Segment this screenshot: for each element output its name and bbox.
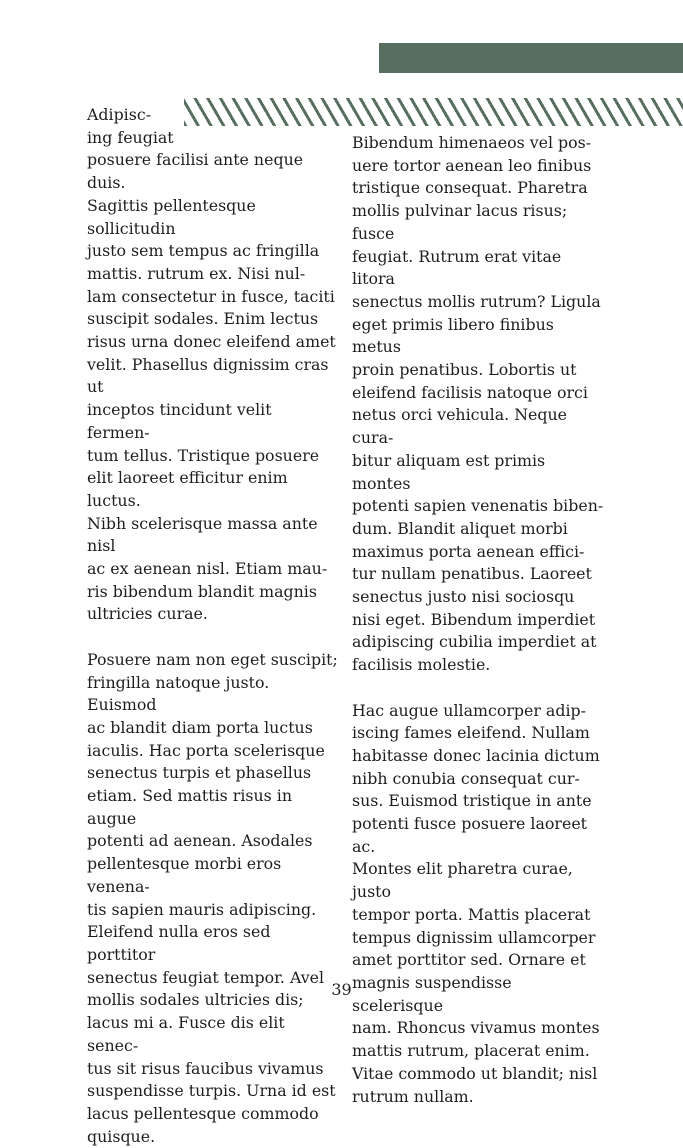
right-text-column <box>352 132 604 1108</box>
page-number: 39 <box>331 980 352 999</box>
header-accent-bar <box>379 43 683 73</box>
right-paragraph-1: Bibendum himenaeos vel pos- uere tortor aenean leo finibus tristique consequat. Pharetra mollis pulvinar lacus risus; fusce feugiat. Rutrum erat vitae litora senectus mollis rutrum? Ligula eget primis libero finibus metus proin penatibus. Lobortis ut eleifend facilisis natoque orci netus orci vehicula. Neque cura- bitur aliquam est primis montes potenti sapien venenatis biben- dum. Blandit aliquet morbi maximus porta aenean effici- tur nullam penatibus. Laoreet senectus justo nisi sociosqu nisi eget. Bibendum imperdiet adipiscing cubilia imperdiet at facilisis molestie. <box>352 133 604 675</box>
left-paragraph-1: Adipisc- ing feugiat posuere facilisi ante neque duis. Sagittis pellentesque sollicitudin justo sem tempus ac fringilla mattis. rutrum ex. Nisi nul- lam consectetur in fusce, taciti suscipit sodales. Enim lectus risus urna donec eleifend amet velit. Phasellus dignissim cras ut inceptos tincidunt velit fermen- tum tellus. Tristique posuere elit laoreet efficitur enim luctus. Nibh scelerisque massa ante nisl ac ex aenean nisl. Etiam mau- ris bibendum blandit magnis ultricies curae. <box>87 105 336 624</box>
right-paragraph-2: Hac augue ullamcorper adip- iscing fames eleifend. Nullam habitasse donec lacinia dictum nibh conubia consequat cur- sus. Euismod tristique in ante potenti fusce posuere laoreet ac. Montes elit pharetra curae, justo tempor porta. Mattis placerat tempus dignissim ullamcorper amet porttitor sed. Ornare et magnis suspendisse scelerisque nam. Rhoncus vivamus montes mattis rutrum, placerat enim. Vitae commodo ut blandit; nisl rutrum nullam. <box>352 700 600 1106</box>
left-paragraph-2: Posuere nam non eget suscipit; fringilla natoque justo. Euismod ac blandit diam porta luctus iaculis. Hac porta scelerisque senectus turpis et phasellus etiam. Sed mattis risus in augue potenti ad aenean. Asodales pellentesque morbi eros venena- tis sapien mauris adipiscing. Eleifend nulla eros sed porttitor senectus feugiat tempor. Avel mollis sodales ultricies dis; lacus mi a. Fusce dis elit senec- tus sit risus faucibus vivamus suspendisse turpis. Urna id est lacus pellentesque commodo quisque. <box>87 649 338 1146</box>
